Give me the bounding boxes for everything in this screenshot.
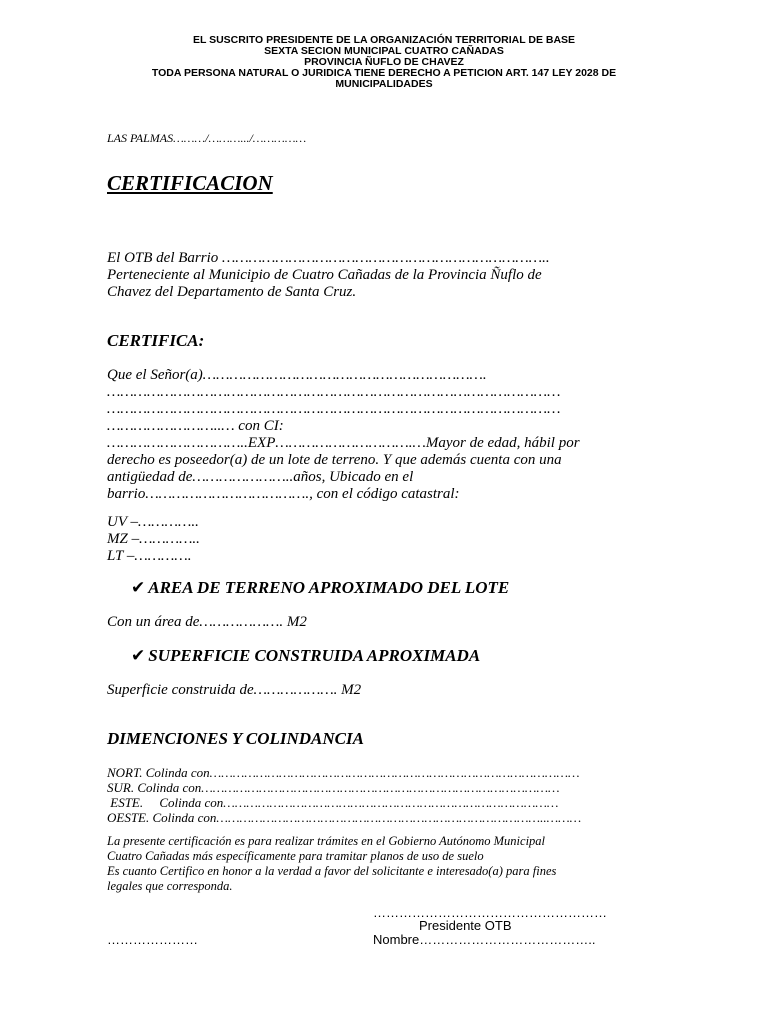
colindancia-oeste: OESTE. Colinda con…………………………………………………………………………..……… <box>107 810 582 825</box>
cadastral-codes <box>107 514 660 565</box>
superficie-heading-text: SUPERFICIE CONSTRUIDA APROXIMADA <box>148 646 481 665</box>
header-line-1: EL SUSCRITO PRESIDENTE DE LA ORGANIZACIÓN TERRITORIAL DE BASE <box>192 34 576 46</box>
closing-line-1: La presente certificación es para realizar trámites en el Gobierno Autónomo Municipal <box>107 834 546 848</box>
intro-paragraph <box>107 250 660 301</box>
certifica-heading: CERTIFICA: <box>107 331 205 350</box>
intro-line-2: Perteneciente al Municipio de Cuatro Cañadas de la Provincia Ñuflo de <box>107 267 542 283</box>
date-line: LAS PALMAS………/……….../…………… <box>107 131 307 145</box>
body-line-7: antigüedad de…………………..años, Ubicado en el <box>107 469 414 485</box>
body-line-3: ………………………………………………………………………………………… <box>107 401 561 417</box>
document-header <box>0 35 768 90</box>
document-title: CERTIFICACION <box>107 171 273 195</box>
name-signature-line: Nombre………………………………….. <box>373 932 596 947</box>
closing-line-3: Es cuanto Certifico en honor a la verdad a favor del solicitante e interesado(a) para fines <box>107 864 557 878</box>
otb-signature-label: Presidente OTB <box>419 918 512 933</box>
area-heading <box>131 578 509 598</box>
colindancia-nort: NORT. Colinda con…………………………………………………………………………………… <box>107 765 580 780</box>
dimensiones-heading: DIMENCIONES Y COLINDANCIA <box>107 729 364 748</box>
code-uv: UV –………….. <box>107 514 199 530</box>
code-lt: LT –…………. <box>107 548 192 564</box>
body-line-1: Que el Señor(a)………………………………………………………. <box>107 367 487 383</box>
otb-signature-line: ……………………………………………… <box>373 905 607 920</box>
superficie-heading <box>131 646 480 666</box>
header-line-4: TODA PERSONA NATURAL O JURIDICA TIENE DERECHO A PETICION ART. 147 LEY 2028 DE <box>151 67 617 79</box>
body-line-2: ………………………………………………………………………………………… <box>107 384 561 400</box>
colindancias-list <box>107 765 581 825</box>
superficie-text: Superficie construida de………………. M2 <box>107 682 362 698</box>
area-text: Con un área de………………. M2 <box>107 614 307 630</box>
left-signature-line: ………………… <box>107 932 198 947</box>
closing-line-4: legales que corresponda. <box>107 879 233 893</box>
body-line-6: derecho es poseedor(a) de un lote de terreno. Y que además cuenta con una <box>107 452 562 468</box>
body-line-4: ……………………..… con CI: <box>107 418 284 434</box>
certifica-body <box>107 367 660 503</box>
body-line-5: …………………………..EXP………………………….…Mayor de edad, hábil por <box>107 435 580 451</box>
colindancia-este: ESTE. Colinda con…………………………………………………………………………… <box>107 795 559 810</box>
header-line-5: MUNICIPALIDADES <box>335 78 433 90</box>
body-line-8: barrio………………………………., con el código catastral: <box>107 486 460 502</box>
closing-line-2: Cuatro Cañadas más específicamente para tramitar planos de uso de suelo <box>107 849 484 863</box>
check-mark-icon: ✔ <box>131 646 146 666</box>
intro-line-1: El OTB del Barrio ……………………………………………………………….. <box>107 250 550 266</box>
header-line-3: PROVINCIA ÑUFLO DE CHAVEZ <box>304 56 464 68</box>
area-heading-text: AREA DE TERRENO APROXIMADO DEL LOTE <box>148 578 510 597</box>
check-mark-icon: ✔ <box>131 578 146 598</box>
header-line-2: SEXTA SECION MUNICIPAL CUATRO CAÑADAS <box>264 45 504 57</box>
colindancia-sur: SUR. Colinda con………………………………………………………………………………… <box>107 780 560 795</box>
intro-line-3: Chavez del Departamento de Santa Cruz. <box>107 284 357 300</box>
code-mz: MZ –………….. <box>107 531 200 547</box>
closing-paragraph <box>107 834 660 894</box>
